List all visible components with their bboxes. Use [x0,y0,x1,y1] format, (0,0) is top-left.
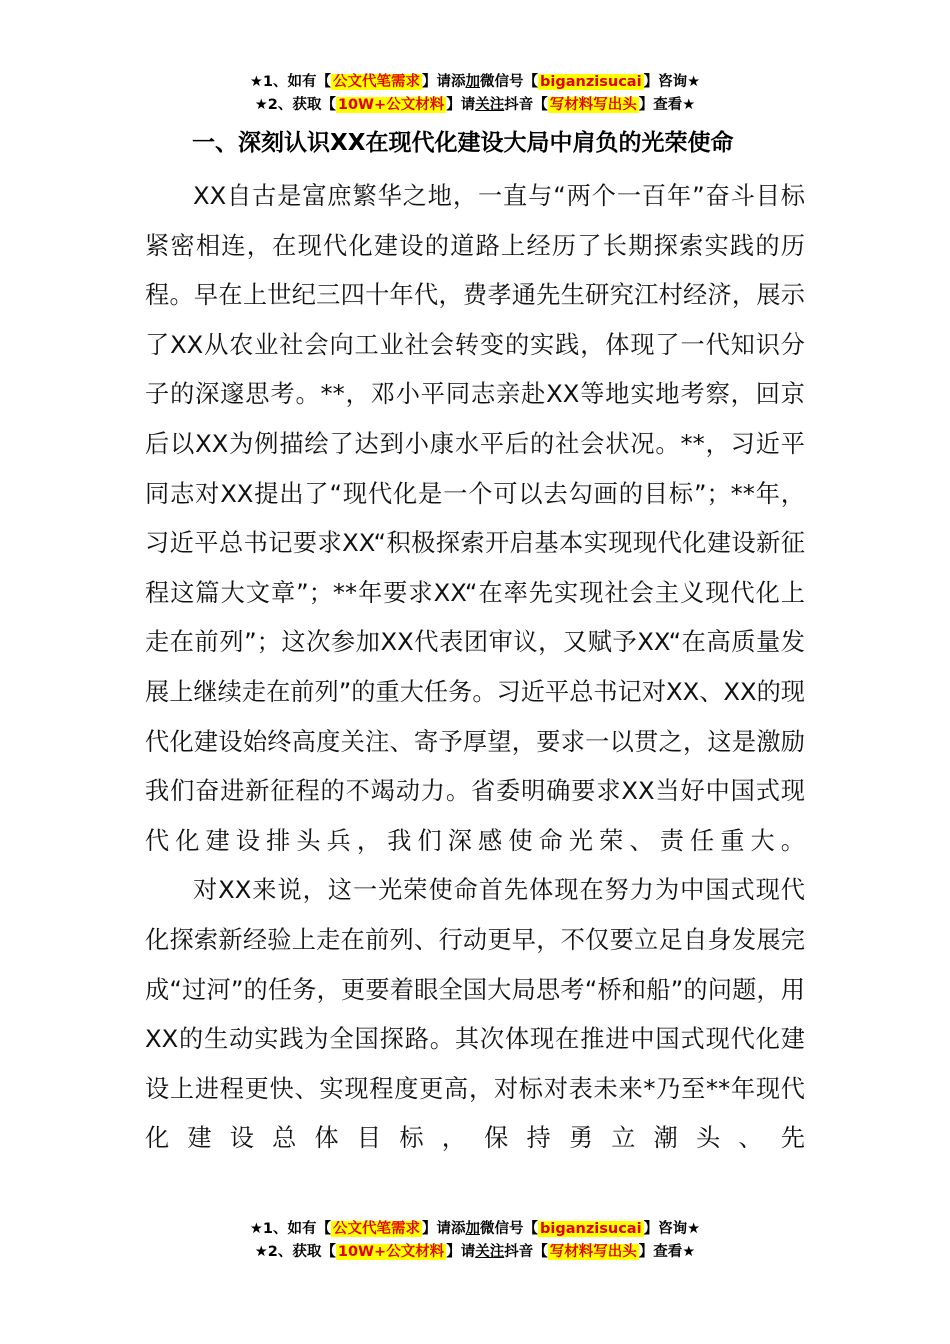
promo-douyin-id: 写材料写出头 [549,1244,637,1260]
promo-line-2 [0,1241,950,1264]
promo-highlight: 10W+公文材料 [337,1244,445,1260]
promo-text: 】请添 [422,1221,466,1237]
promo-douyin-id: 写材料写出头 [549,97,637,113]
promo-text: 微信号【 [480,74,539,90]
promo-text: ★1、如有【 [249,1221,332,1237]
promo-text: ★1、如有【 [249,74,332,90]
promo-text: 微信号【 [480,1221,539,1237]
promo-text-underlined: 加 [465,1221,481,1237]
promo-highlight: 10W+公文材料 [337,97,445,113]
promo-text: 】咨询★ [643,74,701,90]
promo-text-underlined: 关注 [475,97,505,113]
body-text [145,172,805,1164]
promo-text: 】咨询★ [643,1221,701,1237]
promo-line-1 [0,1218,950,1241]
promo-wechat-id: biganzisucai [540,74,642,90]
promo-text: 】请 [446,97,476,113]
promo-text: 】请添 [422,74,466,90]
promo-text-underlined: 加 [465,74,481,90]
promo-text: 】查看★ [638,97,696,113]
promo-line-1 [0,71,950,94]
promo-text: 】查看★ [638,1244,696,1260]
promo-text: 抖音【 [504,97,548,113]
promo-text-underlined: 关注 [475,1244,505,1260]
promo-text: 抖音【 [504,1244,548,1260]
section-heading: 一、深刻认识XX在现代化建设大局中肩负的光荣使命 [192,130,734,156]
promo-banner-top [0,71,950,117]
promo-highlight: 公文代笔需求 [333,74,421,90]
promo-text: ★2、获取【 [254,97,336,113]
paragraph-1: XX自古是富庶繁华之地，一直与“两个一百年”奋斗目标紧密相连，在现代化建设的道路上经历了长期探索实践的历程。早在上世纪三四十年代，费孝通先生研究江村经济，展示了XX从农业社会向工业社会转变的实践，体现了一代知识分子的深邃思考。**，邓小平同志亲赴XX等地实地考察，回京后以XX为例描绘了达到小康水平后的社会状况。**，习近平同志对XX提出了“现代化是一个可以去勾画的目标”；**年，习近平总书记要求XX“积极探索开启基本实现现代化建设新征程这篇大文章”；**年要求XX“在率先实现社会主义现代化上走在前列”；这次参加XX代表团审议，又赋予XX“在高质量发展上继续走在前列”的重大任务。习近平总书记对XX、XX的现代化建设始终高度关注、寄予厚望，要求一以贯之，这是激励我们奋进新征程的不竭动力。省委明确要求XX当好中国式现代化建设排头兵，我们深感使命光荣、责任重大。 [145,182,805,855]
promo-line-2 [0,94,950,117]
promo-banner-bottom [0,1218,950,1264]
promo-wechat-id: biganzisucai [540,1221,642,1237]
promo-highlight: 公文代笔需求 [333,1221,421,1237]
promo-text: 】请 [446,1244,476,1260]
paragraph-2: 对XX来说，这一光荣使命首先体现在努力为中国式现代化探索新经验上走在前列、行动更早，不仅要立足自身发展完成“过河”的任务，更要着眼全国大局思考“桥和船”的问题，用XX的生动实践为全国探路。其次体现在推进中国式现代化建设上进程更快、实现程度更高，对标对表未来*乃至**年现代化建设总体目标，保持勇立潮头、先 [145,876,805,1153]
promo-text: ★2、获取【 [254,1244,336,1260]
